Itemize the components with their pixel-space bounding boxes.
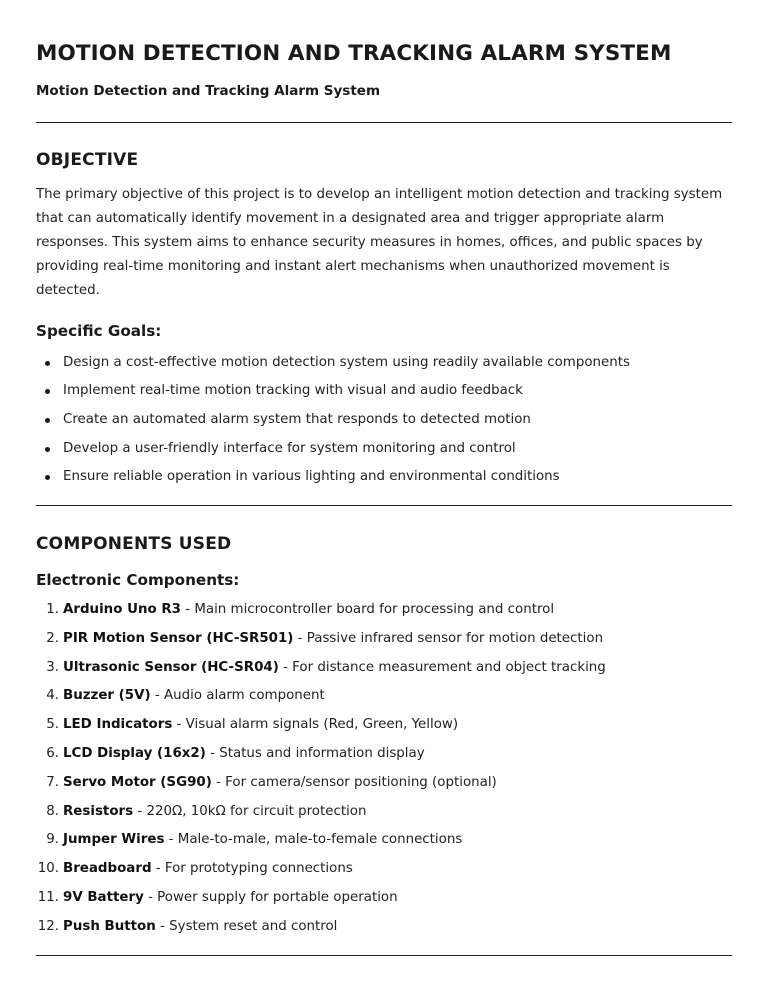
bullet-icon	[45, 361, 50, 366]
document-subtitle: Motion Detection and Tracking Alarm System	[36, 83, 381, 99]
component-name: Breadboard	[63, 861, 152, 877]
component-name: Servo Motor (SG90)	[63, 774, 212, 790]
component-item	[36, 913, 732, 942]
goal-text: Develop a user-friendly interface for system monitoring and control	[63, 440, 516, 456]
electronic-components-heading: Electronic Components:	[36, 571, 240, 590]
goal-text: Implement real-time motion tracking with visual and audio feedback	[63, 383, 523, 399]
components-heading: COMPONENTS USED	[36, 534, 232, 555]
component-item	[36, 855, 732, 884]
goal-text: Ensure reliable operation in various lighting and environmental conditions	[63, 469, 560, 485]
component-description: - 220Ω, 10kΩ for circuit protection	[133, 803, 367, 819]
component-item	[36, 682, 732, 711]
goal-item	[36, 406, 732, 435]
specific-goals-heading: Specific Goals:	[36, 321, 162, 340]
component-description: - For prototyping connections	[151, 861, 353, 877]
component-item	[36, 625, 732, 654]
component-item	[36, 826, 732, 855]
objective-heading: OBJECTIVE	[36, 150, 139, 170]
goal-text: Design a cost-effective motion detection system using readily available components	[63, 354, 630, 370]
component-name: Resistors	[63, 803, 134, 819]
component-number: 12.	[37, 918, 59, 934]
component-name: LED Indicators	[63, 717, 173, 733]
objective-section	[36, 123, 732, 492]
component-item	[36, 769, 732, 798]
goal-item	[36, 377, 732, 406]
component-description: - For distance measurement and object tracking	[278, 659, 606, 675]
component-number: 4.	[46, 688, 59, 704]
component-description: - System reset and control	[155, 918, 338, 934]
component-description: - Audio alarm component	[150, 688, 325, 704]
component-item	[36, 654, 732, 683]
goals-list	[36, 341, 732, 493]
component-name: PIR Motion Sensor (HC-SR501)	[63, 630, 294, 646]
component-description: - Power supply for portable operation	[143, 890, 398, 906]
goal-item	[36, 349, 732, 378]
bullet-icon	[45, 389, 50, 394]
bullet-icon	[45, 475, 50, 480]
component-description: - Visual alarm signals (Red, Green, Yellow)	[172, 717, 459, 733]
goal-text: Create an automated alarm system that responds to detected motion	[63, 411, 531, 427]
component-name: Ultrasonic Sensor (HC-SR04)	[63, 659, 279, 675]
component-item	[36, 884, 732, 913]
goal-item	[36, 463, 732, 492]
component-description: - For camera/sensor positioning (optional)	[211, 774, 497, 790]
components-section	[36, 506, 732, 942]
component-number: 3.	[46, 659, 59, 675]
component-number: 9.	[46, 832, 59, 848]
components-list	[36, 590, 732, 942]
component-number: 8.	[46, 803, 59, 819]
component-item	[36, 596, 732, 625]
component-number: 2.	[46, 630, 59, 646]
component-name: 9V Battery	[63, 890, 144, 906]
bullet-icon	[45, 418, 50, 423]
component-number: 7.	[46, 774, 59, 790]
component-item	[36, 798, 732, 827]
document-title: MOTION DETECTION AND TRACKING ALARM SYSTEM	[36, 41, 672, 66]
component-name: Buzzer (5V)	[63, 688, 151, 704]
bullet-icon	[45, 447, 50, 452]
component-number: 11.	[37, 890, 59, 906]
component-number: 5.	[46, 717, 59, 733]
component-description: - Male-to-male, male-to-female connections	[164, 832, 463, 848]
objective-paragraph: The primary objective of this project is to develop an intelligent motion detection and tracking system that can automatically identify movement in a designated area and trigger appropriate alarm responses. This system aims to enhance security measures in homes, offices, and public spaces by providing real-time monitoring and instant alert mechanisms when unauthorized movement is detected.	[36, 187, 723, 298]
component-number: 6.	[46, 746, 59, 762]
component-description: - Status and information display	[205, 746, 425, 762]
component-description: - Main microcontroller board for processing and control	[180, 602, 555, 618]
component-number: 10.	[37, 861, 59, 877]
component-name: Push Button	[63, 918, 156, 934]
component-name: Arduino Uno R3	[63, 602, 181, 618]
component-number: 1.	[46, 602, 59, 618]
goal-item	[36, 435, 732, 464]
section-divider	[36, 955, 732, 956]
component-name: LCD Display (16x2)	[63, 746, 206, 762]
component-item	[36, 740, 732, 769]
component-item	[36, 711, 732, 740]
component-name: Jumper Wires	[63, 832, 165, 848]
component-description: - Passive infrared sensor for motion detection	[293, 630, 604, 646]
